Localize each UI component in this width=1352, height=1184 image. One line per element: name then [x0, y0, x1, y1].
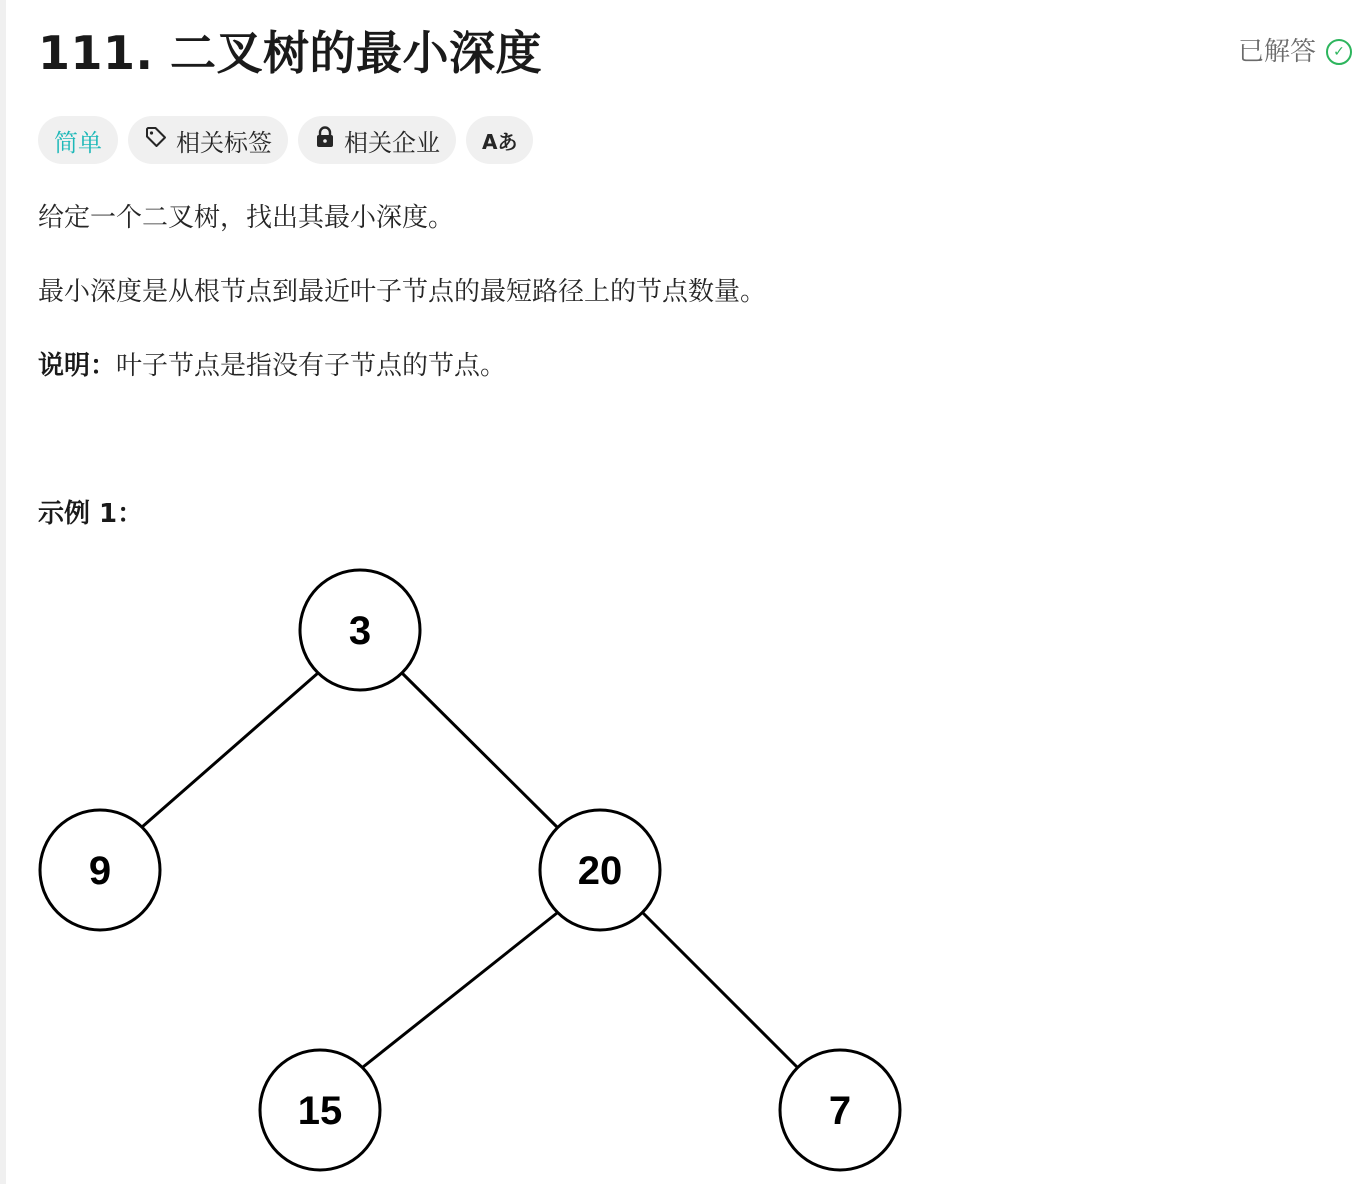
- tree-edge: [643, 913, 797, 1067]
- node-label: 15: [297, 1089, 343, 1133]
- node-label: 9: [88, 849, 112, 893]
- translate-button[interactable]: [466, 116, 533, 164]
- note-label: 说明：: [38, 351, 117, 381]
- difficulty-label: 简单: [54, 128, 102, 157]
- binary-tree-diagram: [0, 540, 920, 1184]
- tag-row: [38, 116, 533, 164]
- node-label: 3: [348, 609, 372, 653]
- solved-status: [1237, 32, 1345, 72]
- tree-node: [260, 1050, 380, 1170]
- node-label: 7: [828, 1089, 852, 1133]
- related-companies-button[interactable]: [298, 116, 456, 164]
- problem-title[interactable]: 111. 二叉树的最小深度: [38, 26, 543, 80]
- tag-icon: [144, 125, 168, 155]
- tree-node: [780, 1050, 900, 1170]
- check-circle-icon: ✓: [1326, 39, 1352, 65]
- related-companies-label: 相关企业: [344, 128, 440, 157]
- lock-icon: [314, 125, 336, 155]
- description-paragraph: 给定一个二叉树，找出其最小深度。: [38, 203, 455, 233]
- tree-edge: [142, 673, 318, 827]
- note-text: 叶子节点是指没有子节点的节点。: [116, 351, 507, 381]
- tree-edge: [402, 673, 557, 827]
- description-paragraph: 最小深度是从根节点到最近叶子节点的最短路径上的节点数量。: [38, 277, 767, 307]
- tree-node: [300, 570, 420, 690]
- example-heading: 示例 1：: [38, 499, 144, 529]
- solved-label: 已解答: [1237, 37, 1316, 67]
- translate-icon: Aあ: [482, 129, 518, 154]
- note-paragraph: [38, 346, 506, 386]
- related-tags-label: 相关标签: [176, 128, 272, 157]
- tree-edge: [363, 913, 557, 1067]
- difficulty-badge: [38, 116, 118, 164]
- related-tags-button[interactable]: [128, 116, 288, 164]
- tree-node: [40, 810, 160, 930]
- node-label: 20: [577, 849, 623, 893]
- tree-node: [540, 810, 660, 930]
